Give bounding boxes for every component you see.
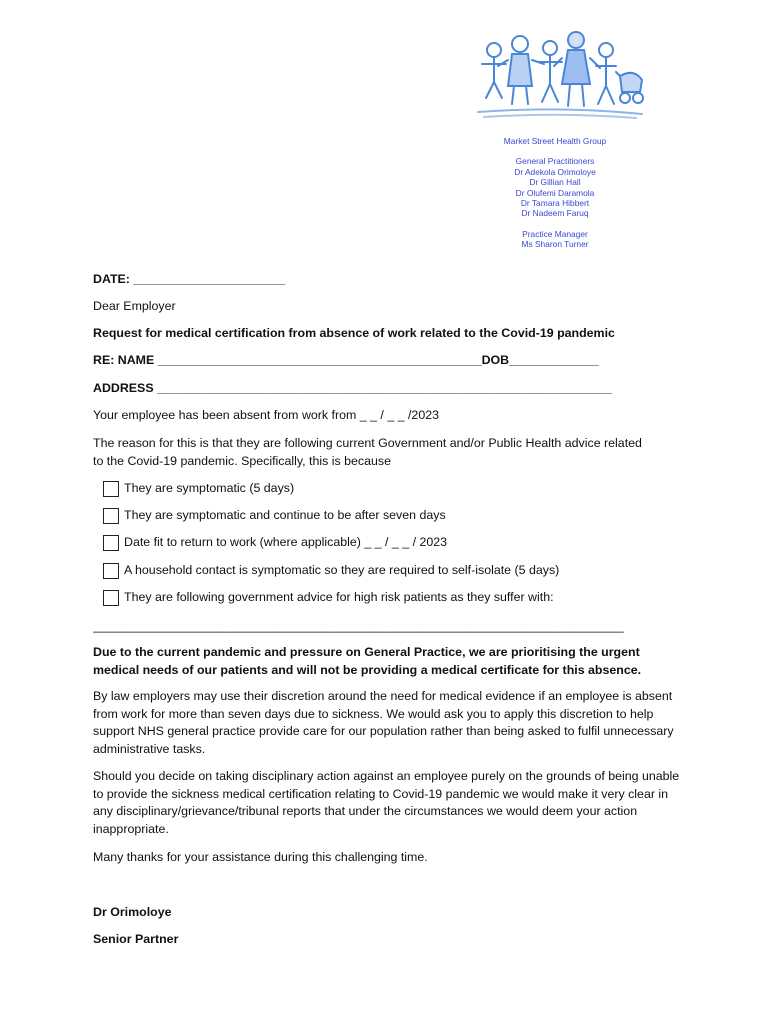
- absence-dates: Your employee has been absent from work from _ _ / _ _ /2023: [93, 408, 439, 422]
- greeting: Dear Employer: [93, 299, 176, 313]
- condition-blank-line: _____________________________________________________________________________: [93, 619, 624, 633]
- option-symptomatic-seven-days[interactable]: [103, 507, 446, 524]
- checkbox[interactable]: [103, 563, 119, 579]
- checkbox[interactable]: [103, 508, 119, 524]
- signatory-title: Senior Partner: [93, 932, 179, 946]
- name-dob-field: RE: NAME _______________________________________________DOB_____________: [93, 353, 599, 367]
- date-field: DATE: ______________________: [93, 272, 285, 286]
- signatory-name: Dr Orimoloye: [93, 905, 172, 919]
- gp-title: General Practitioners: [515, 156, 595, 167]
- gp-name: Dr Olufemi Daramola: [515, 187, 595, 198]
- letter-subject: Request for medical certification from absence of work related to the Covid-19 pandemic: [93, 326, 615, 340]
- option-label: Date fit to return to work (where applicable) _ _ / _ _ / 2023: [124, 535, 448, 549]
- option-symptomatic[interactable]: [103, 480, 294, 497]
- manager-name: Ms Sharon Turner: [521, 239, 589, 250]
- reason-text: The reason for this is that they are following current Government and/or Public Health advice related to the Covid-19 pandemic. Specifically, this is because: [93, 436, 642, 468]
- gp-name: Dr Adekola Orimoloye: [514, 166, 596, 177]
- checkbox[interactable]: [103, 535, 119, 551]
- gp-name: Dr Nadeem Faruq: [521, 208, 589, 219]
- option-label: They are symptomatic (5 days): [124, 481, 295, 495]
- address-field: ADDRESS __________________________________________________________________: [93, 381, 612, 395]
- option-high-risk[interactable]: [103, 589, 554, 606]
- checkbox[interactable]: [103, 590, 119, 606]
- manager-title: Practice Manager: [522, 228, 588, 239]
- gp-name: Dr Gillian Hall: [529, 177, 581, 188]
- checkbox[interactable]: [103, 481, 119, 497]
- paragraph-discretion: By law employers may use their discretion around the need for medical evidence if an employee is absent from work for more than seven days due to sickness. We would ask you to apply this discretion to help support NHS general practice provide care for our population rather than being asked to fulfil unnecessary administrative tasks.: [93, 689, 674, 756]
- option-household-contact[interactable]: [103, 562, 559, 579]
- notice-text: Due to the current pandemic and pressure on General Practice, we are prioritising the urgent medical needs of our patients and will not be providing a medical certificate for this absence.: [93, 645, 642, 677]
- option-label: A household contact is symptomatic so they are required to self-isolate (5 days): [124, 563, 560, 577]
- gp-name: Dr Tamara Hibbert: [520, 198, 590, 209]
- paragraph-disciplinary: Should you decide on taking disciplinary action against an employee purely on the grounds of being unable to provide the sickness medical certification relating to Covid-19 pandemic we would make it very clear in any disciplinary/grievance/tribunal reports that under the circumstances we would deem your action inappropriate.: [93, 769, 680, 836]
- practice-name: Market Street Health Group: [503, 136, 607, 146]
- option-label: They are following government advice for high risk patients as they suffer with:: [124, 590, 554, 604]
- option-label: They are symptomatic and continue to be after seven days: [124, 508, 446, 522]
- children-drawing-logo: [470, 28, 650, 124]
- option-date-fit[interactable]: [103, 534, 447, 551]
- thanks-text: Many thanks for your assistance during this challenging time.: [93, 850, 428, 864]
- practice-details: [470, 136, 640, 250]
